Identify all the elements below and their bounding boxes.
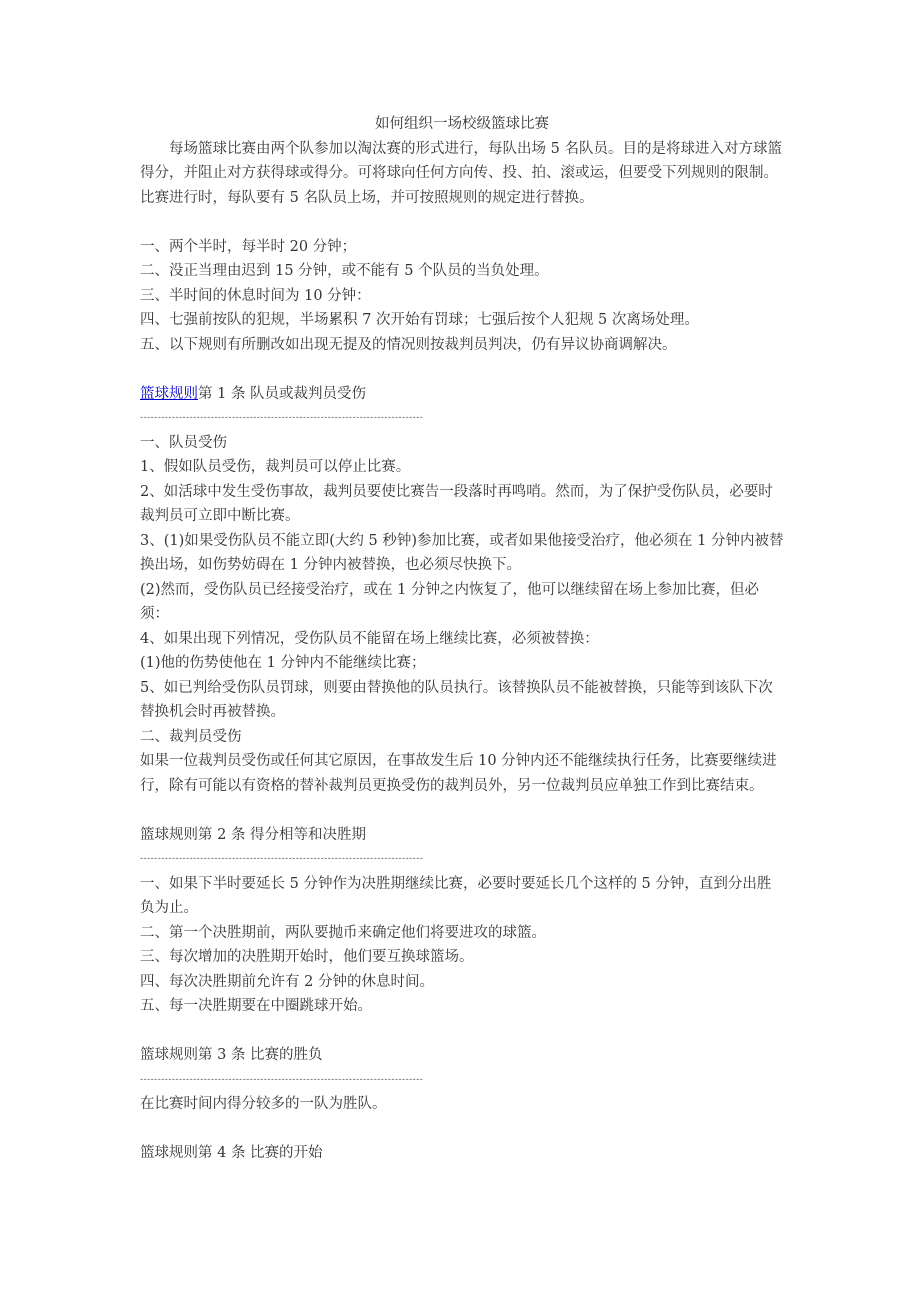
section-line: 2、如活球中发生受伤事故，裁判员要使比赛告一段落时再鸣哨。然而，为了保护受伤队员，必要时裁判员可立即中断比赛。	[140, 483, 773, 524]
section-line: 四、每次决胜期前允许有 2 分钟的休息时间。	[140, 973, 434, 990]
rules-list-item: 一、两个半时，每半时 20 分钟；	[140, 238, 357, 255]
section-line: 五、每一决胜期要在中圈跳球开始。	[140, 998, 372, 1014]
section-heading-2: 篮球规则第 2 条 得分相等和决胜期	[140, 826, 367, 843]
rules-list-item: 四、七强前按队的犯规，半场累积 7 次开始有罚球；七强后按个人犯规 5 次离场处理。	[140, 312, 699, 328]
section-heading-3: 篮球规则第 3 条 比赛的胜负	[140, 1047, 323, 1063]
spacer	[140, 210, 784, 235]
spacer	[140, 357, 784, 382]
rules-list-item: 二、没正当理由迟到 15 分钟，或不能有 5 个队员的当负处理。	[140, 263, 549, 279]
divider: --------------------------------------------------------------------------------	[140, 854, 424, 864]
rules-list-item: 五、以下规则有所删改如出现无提及的情况则按裁判员判决，仍有异议协商调解决。	[140, 336, 677, 353]
section-line: 一、队员受伤	[140, 434, 227, 451]
document-title: 如何组织一场校级篮球比赛	[375, 116, 549, 132]
spacer	[140, 1117, 784, 1142]
section-line: 二、第一个决胜期前，两队要抛币来确定他们将要进攻的球篮。	[140, 924, 546, 941]
section-heading-4: 篮球规则第 4 条 比赛的开始	[140, 1145, 323, 1161]
section-heading-1	[140, 382, 784, 407]
section-line: (1)他的伤势使他在 1 分钟内不能继续比赛；	[140, 655, 426, 671]
section-line: 如果一位裁判员受伤或任何其它原因，在事故发生后 10 分钟内还不能继续执行任务，比赛要继续进行，除有可能以有资格的替补裁判员更换受伤的裁判员外，另一位裁判员应单独工作到比赛结束。	[140, 753, 777, 794]
section-line: (2)然而，受伤队员已经接受治疗，或在 1 分钟之内恢复了，他可以继续留在场上参加比赛，但必须：	[140, 581, 759, 622]
section-line: 5、如已判给受伤队员罚球，则要由替换他的队员执行。该替换队员不能被替换，只能等到该队下次替换机会时再被替换。	[140, 679, 773, 720]
section-line: 二、裁判员受伤	[140, 728, 242, 745]
basketball-rules-link[interactable]: 篮球规则	[140, 385, 198, 402]
rules-list-item: 三、半时间的休息时间为 10 分钟：	[140, 287, 371, 304]
divider: --------------------------------------------------------------------------------	[140, 1074, 424, 1085]
spacer	[140, 1019, 784, 1044]
document-body	[140, 112, 784, 1166]
section-line: 一、如果下半时要延长 5 分钟作为决胜期继续比赛，必要时要延长几个这样的 5 分钟，直到分出胜负为止。	[140, 875, 772, 916]
intro-paragraph: 每场篮球比赛由两个队参加以淘汰赛的形式进行，每队出场 5 名队员。目的是将球进入对方球篮得分，并阻止对方获得球或得分。可将球向任何方向传、投、拍、滚或运，但要受下列规则的限制。比赛进行时，每队要有 5 名队员上场，并可按照规则的规定进行替换。	[140, 140, 782, 206]
divider: --------------------------------------------------------------------------------	[140, 413, 424, 423]
section-line: 在比赛时间内得分较多的一队为胜队。	[140, 1096, 387, 1112]
section-line: 三、每次增加的决胜期开始时，他们要互换球篮场。	[140, 949, 474, 965]
section-line: 3、(1)如果受伤队员不能立即(大约 5 秒钟)参加比赛，或者如果他接受治疗，他必须在 1 分钟内被替换出场，如伤势妨碍在 1 分钟内被替换，也必须尽快换下。	[140, 532, 784, 573]
section-line: 4、如果出现下列情况，受伤队员不能留在场上继续比赛，必须被替换：	[140, 630, 599, 647]
section-line: 1、假如队员受伤，裁判员可以停止比赛。	[140, 459, 411, 475]
spacer	[140, 798, 784, 823]
section-heading-text: 第 1 条 队员或裁判员受伤	[198, 385, 367, 402]
